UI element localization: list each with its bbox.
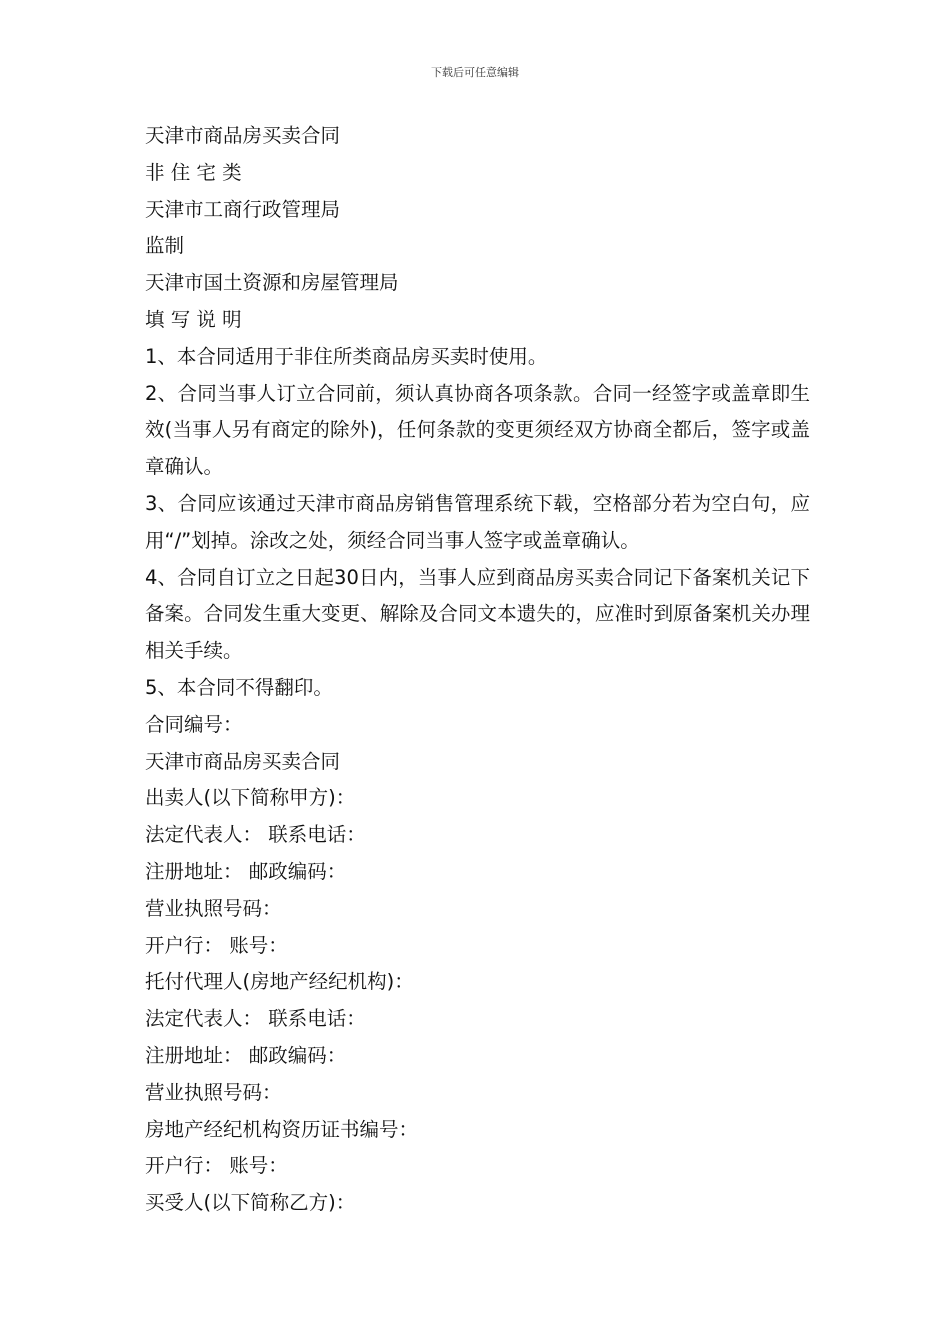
agent-certificate: 房地产经纪机构资历证书编号： [145, 1117, 419, 1141]
agent-address: 注册地址： 邮政编码： [145, 1043, 347, 1067]
seller-heading: 出卖人(以下简称甲方)： [145, 786, 356, 810]
seller-bank: 开户行： 账号： [145, 933, 288, 957]
seller-address: 注册地址： 邮政编码： [145, 859, 347, 883]
document-title: 天津市商品房买卖合同 [145, 124, 341, 147]
agent-heading: 托付代理人(房地产经纪机构)： [145, 970, 414, 994]
supervise-label: 监制 [145, 234, 185, 258]
seller-license: 营业执照号码： [145, 896, 282, 920]
document-body [145, 118, 810, 1222]
instruction-item-1: 1、本合同适用于非住所类商品房买卖时使用。 [145, 344, 548, 368]
instructions-heading: 填 写 说 明 [145, 307, 242, 331]
agent-bank: 开户行： 账号： [145, 1154, 288, 1178]
instruction-item-3: 3、合同应该通过天津市商品房销售管理系统下载，空格部分若为空白句，应用“/”划掉。涂改之处，须经合同当事人签字或盖章确认。 [145, 491, 810, 552]
buyer-heading: 买受人(以下简称乙方)： [145, 1191, 356, 1215]
issuing-authority-2: 天津市国土资源和房屋管理局 [145, 271, 399, 295]
document-category: 非 住 宅 类 [145, 160, 242, 184]
contract-number-label: 合同编号： [145, 712, 243, 736]
instruction-item-4: 4、合同自订立之日起30日内，当事人应到商品房买卖合同记下备案机关记下备案。合同发生重大变更、解除及合同文本遗失的，应准时到原备案机关办理相关手续。 [145, 565, 810, 663]
issuing-authority-1: 天津市工商行政管理局 [145, 197, 341, 221]
instruction-item-2: 2、合同当事人订立合同前，须认真协商各项条款。合同一经签字或盖章即生效(当事人另有商定的除外)，任何条款的变更须经双方协商全都后，签字或盖章确认。 [145, 381, 810, 479]
seller-legal-rep: 法定代表人： 联系电话： [145, 823, 366, 847]
agent-legal-rep: 法定代表人： 联系电话： [145, 1007, 366, 1031]
agent-license: 营业执照号码： [145, 1080, 282, 1104]
instruction-item-5: 5、本合同不得翻印。 [145, 675, 333, 699]
contract-title: 天津市商品房买卖合同 [145, 749, 341, 773]
page-header-note: 下载后可任意编辑 [431, 66, 519, 79]
